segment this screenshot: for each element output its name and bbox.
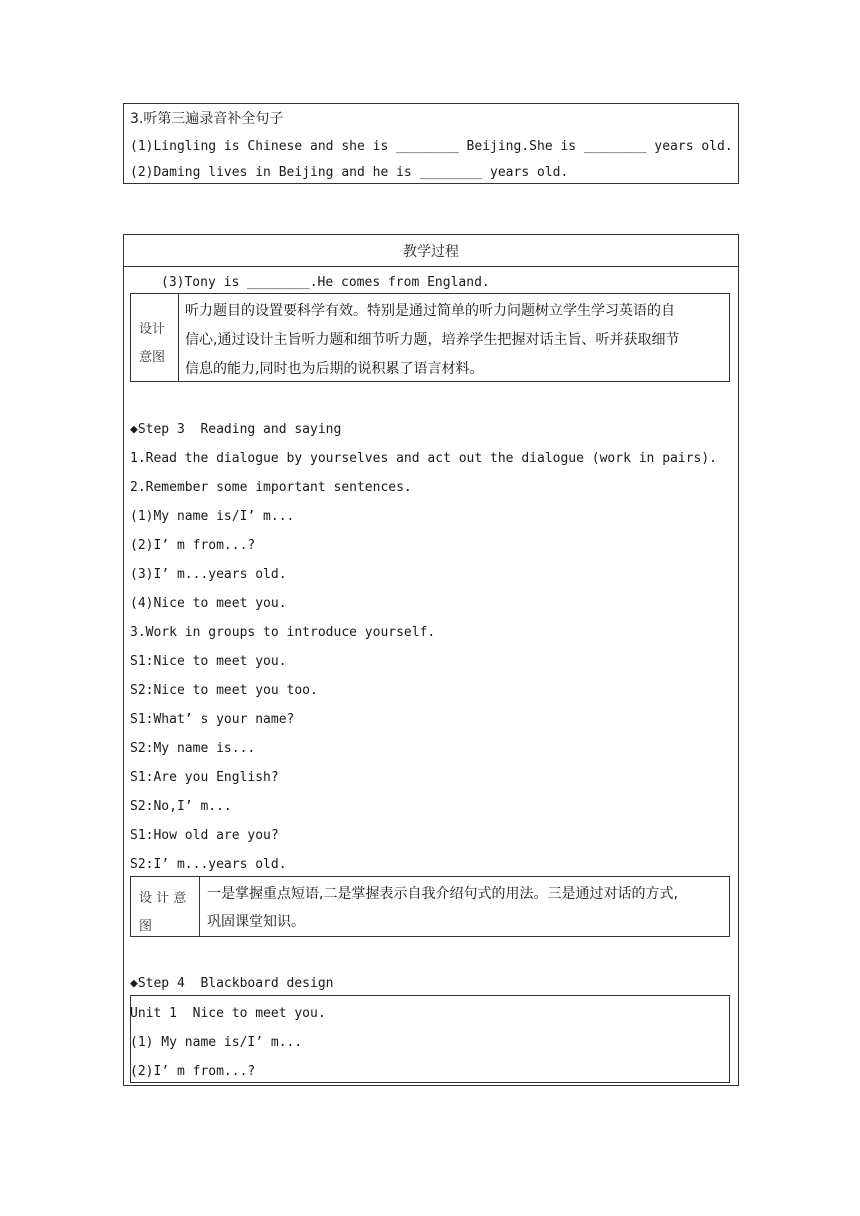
design-intent-label-2a: 设 计 意 [139,891,187,906]
step4-heading: ◆Step 4 Blackboard design [130,976,334,991]
step3-line: 3.Work in groups to introduce yourself. [130,625,436,640]
step3-line: S1:Are you English? [130,770,279,785]
design-intent-divider-1 [178,293,179,382]
title-divider [123,266,739,267]
blackboard-line: (2)I’ m from...? [130,1064,256,1079]
design-intent-text-2b: 巩固课堂知识。 [207,914,305,930]
design-intent-text-1b: 信心,通过设计主旨听力题和细节听力题，培养学生把握对话主旨、听并获取细节 [185,332,680,348]
exercise-heading: 3.听第三遍录音补全句子 [130,111,284,127]
step3-line: S2:I’ m...years old. [130,857,287,872]
step3-line: (1)My name is/I’ m... [130,509,295,524]
section-title: 教学过程 [403,244,459,260]
step3-line: (3)I’ m...years old. [130,567,287,582]
step3-line: (4)Nice to meet you. [130,596,287,611]
step3-line: S2:My name is... [130,741,256,756]
design-intent-text-1c: 信息的能力,同时也为后期的说积累了语言材料。 [185,361,484,377]
step3-line: 1.Read the dialogue by yourselves and act out the dialogue (work in pairs). [130,451,717,466]
exercise-question-1: (1)Lingling is Chinese and she is ________ Beijing.She is ________ years old. [130,139,733,154]
design-intent-label-1a: 设计 [139,322,166,337]
step3-line: 2.Remember some important sentences. [130,480,412,495]
blackboard-line: Unit 1 Nice to meet you. [130,1006,326,1021]
step3-line: (2)I’ m from...? [130,538,256,553]
design-intent-label-1b: 意图 [139,350,166,365]
step3-line: S1:Nice to meet you. [130,654,287,669]
step3-line: S2:Nice to meet you too. [130,683,318,698]
exercise-question-2: (2)Daming lives in Beijing and he is ________ years old. [130,165,569,180]
step3-line: S1:How old are you? [130,828,279,843]
step3-line: S2:No,I’ m... [130,799,232,814]
step3-heading: ◆Step 3 Reading and saying [130,422,342,437]
design-intent-label-2b: 图 [139,919,153,934]
step3-line: S1:What’ s your name? [130,712,295,727]
design-intent-text-2a: 一是掌握重点短语,二是掌握表示自我介绍句式的用法。三是通过对话的方式, [207,886,678,902]
blackboard-line: (1) My name is/I’ m... [130,1035,303,1050]
exercise-question-3: (3)Tony is ________.He comes from England. [161,275,490,290]
design-intent-divider-2 [199,876,200,937]
design-intent-text-1a: 听力题目的设置要科学有效。特别是通过简单的听力问题树立学生学习英语的自 [185,303,675,319]
